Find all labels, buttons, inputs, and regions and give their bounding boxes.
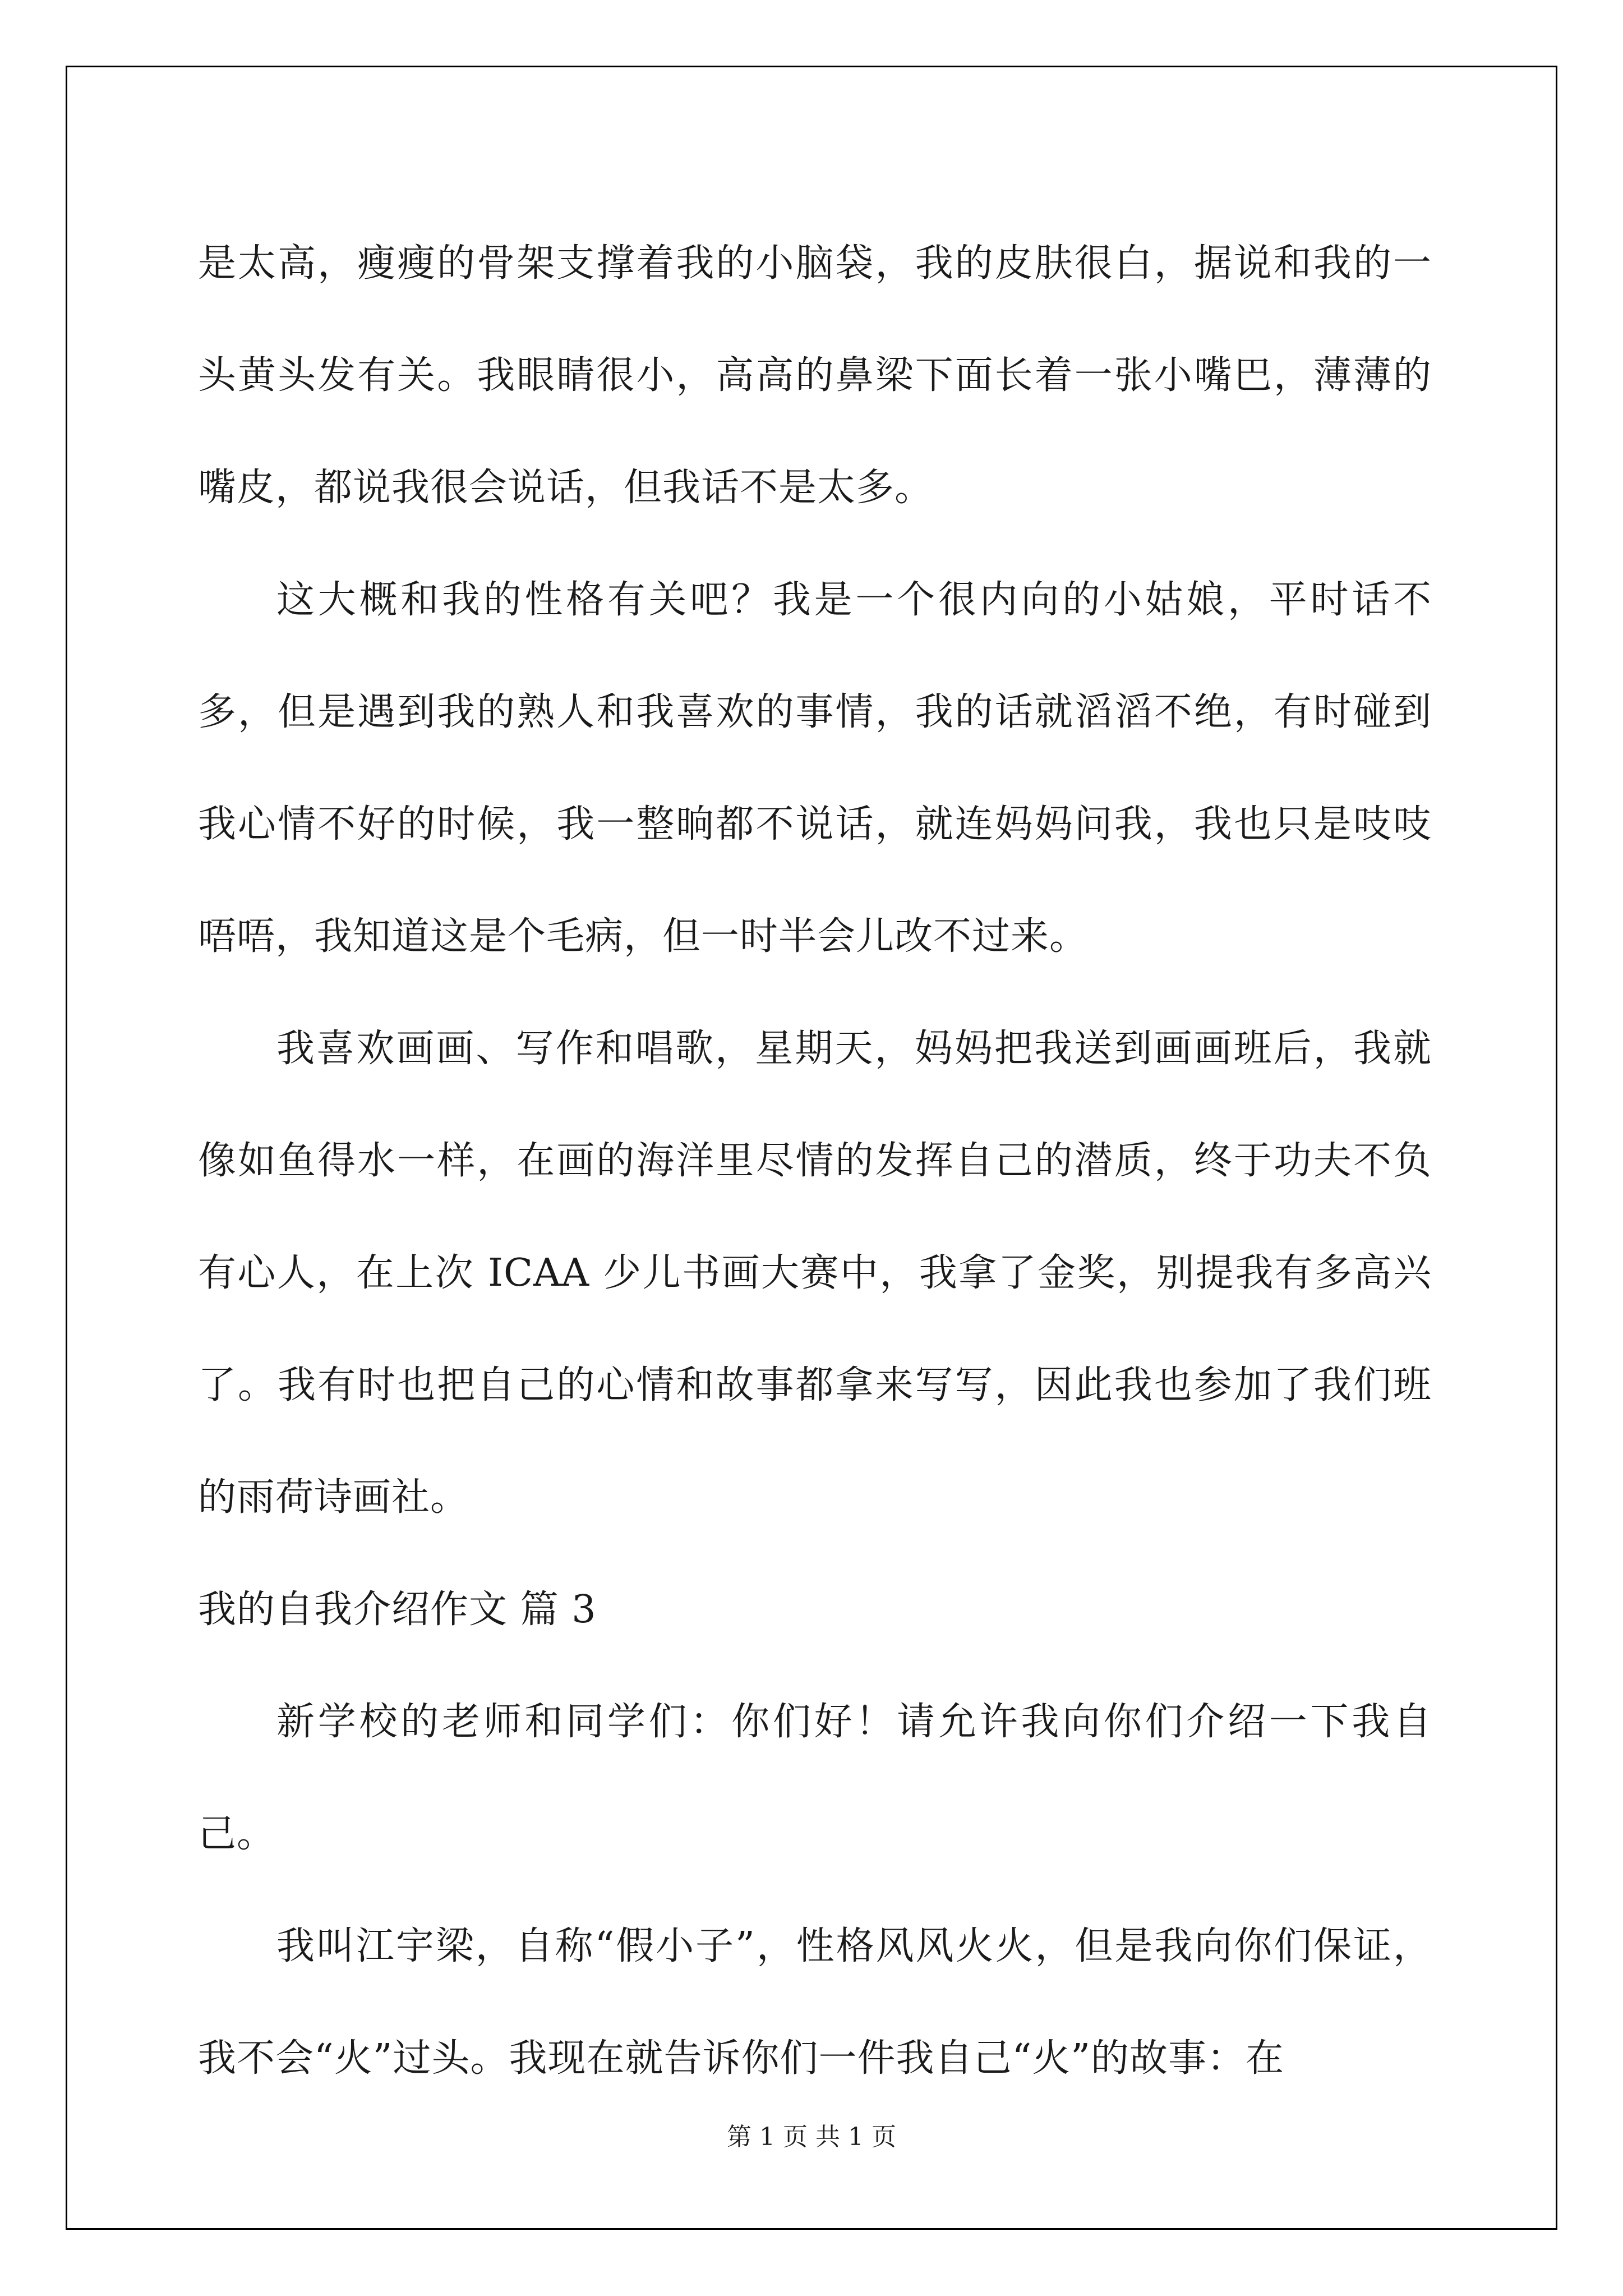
page-footer: 第 1 页 共 1 页 [727, 2123, 896, 2151]
paragraph-hobbies: 我喜欢画画、写作和唱歌，星期天，妈妈把我送到画画班后，我就像如鱼得水一样，在画的海洋里尽情的发挥自己的潜质，终于功夫不负有心人，在上次 ICAA 少儿书画大赛中，我拿了金奖，别提我有多高兴了。我有时也把自己的心情和故事都拿来写写，因此我也参加了我们班的雨荷诗画社。 [198, 1027, 1432, 1520]
paragraph-self-intro: 我叫江宇梁，自称“假小子”，性格风风火火，但是我向你们保证，我不会“火”过头。我现在就告诉你们一件我自己“火”的故事：在 [198, 1924, 1432, 2081]
paragraph-personality: 这大概和我的性格有关吧？我是一个很内向的小姑娘，平时话不多，但是遇到我的熟人和我喜欢的事情，我的话就滔滔不绝，有时碰到我心情不好的时候，我一整晌都不说话，就连妈妈问我，我也只是吱吱唔唔，我知道这是个毛病，但一时半会儿改不过来。 [198, 578, 1432, 959]
paragraph-continuation: 是太高，瘦瘦的骨架支撑着我的小脑袋，我的皮肤很白，据说和我的一头黄头发有关。我眼睛很小，高高的鼻梁下面长着一张小嘴巴，薄薄的嘴皮，都说我很会说话，但我话不是太多。 [198, 241, 1432, 510]
section-heading: 我的自我介绍作文 篇 3 [198, 1588, 597, 1632]
document-body [198, 208, 1432, 2115]
paragraph-greeting: 新学校的老师和同学们：你们好！请允许我向你们介绍一下我自己。 [198, 1700, 1432, 1856]
